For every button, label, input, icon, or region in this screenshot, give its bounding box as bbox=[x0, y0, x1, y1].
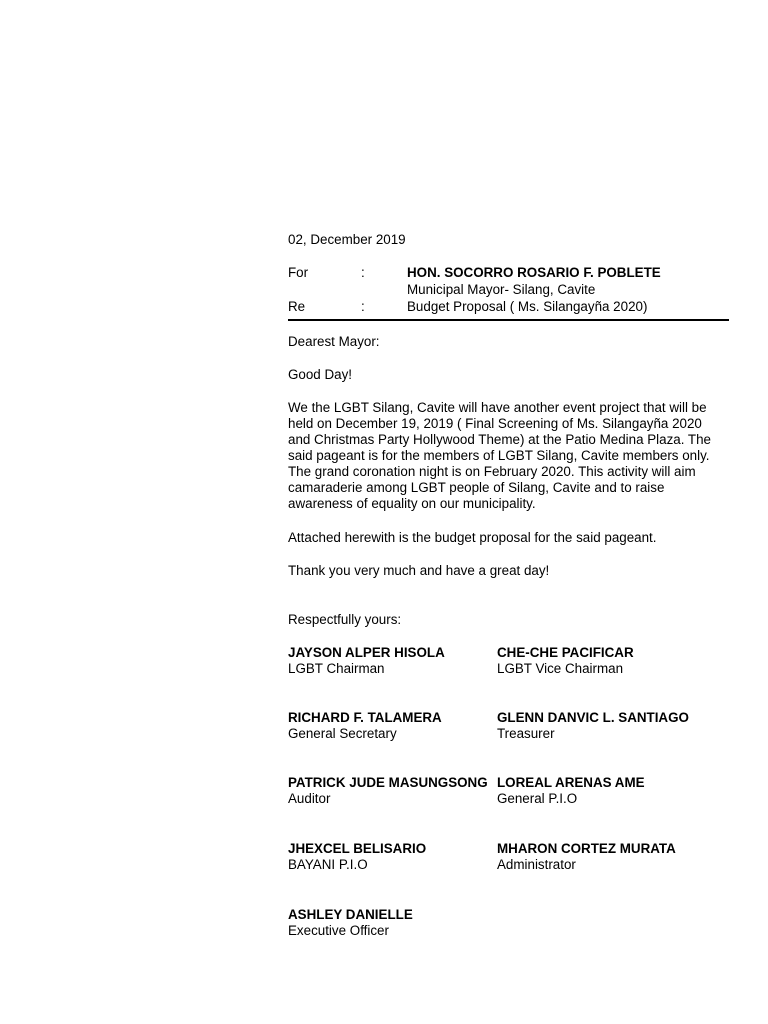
signatory-name: JHEXCEL BELISARIO bbox=[288, 841, 427, 856]
body-paragraph bbox=[288, 400, 748, 512]
recipient-title: Municipal Mayor- Silang, Cavite bbox=[407, 282, 596, 297]
signatory-role: Administrator bbox=[497, 857, 576, 872]
body-line: camaraderie among LGBT people of Silang, Cavite and to raise bbox=[288, 480, 665, 495]
signatory bbox=[288, 841, 426, 873]
for-row bbox=[288, 265, 729, 281]
signatory-role: LGBT Vice Chairman bbox=[497, 661, 624, 676]
signatory-name: JAYSON ALPER HISOLA bbox=[288, 645, 445, 660]
signatory-role: Auditor bbox=[288, 791, 331, 806]
for-label: For bbox=[288, 265, 309, 280]
signatory bbox=[288, 645, 445, 677]
closing: Respectfully yours: bbox=[288, 612, 402, 627]
signatory-name: CHE-CHE PACIFICAR bbox=[497, 645, 634, 660]
signatory-role: General P.I.O bbox=[497, 791, 578, 806]
signatory-row bbox=[288, 710, 729, 744]
signatory bbox=[288, 775, 488, 807]
signatory-name: ASHLEY DANIELLE bbox=[288, 907, 413, 922]
signatory-row bbox=[288, 645, 729, 679]
body-line: said pageant is for the members of LGBT Silang, Cavite members only. bbox=[288, 448, 710, 463]
signatory-role: Treasurer bbox=[497, 726, 555, 741]
signatory-role: Executive Officer bbox=[288, 923, 389, 938]
signatory bbox=[497, 775, 645, 807]
body-line: held on December 19, 2019 ( Final Screening of Ms. Silangayña 2020 bbox=[288, 416, 702, 431]
body-line: and Christmas Party Hollywood Theme) at the Patio Medina Plaza. The bbox=[288, 432, 712, 447]
signatory-row bbox=[288, 775, 729, 809]
thanks-line: Thank you very much and have a great day! bbox=[288, 563, 550, 578]
signatory-name: GLENN DANVIC L. SANTIAGO bbox=[497, 710, 689, 725]
signatory bbox=[497, 710, 689, 742]
recipient-name: HON. SOCORRO ROSARIO F. POBLETE bbox=[407, 265, 661, 280]
body-line: We the LGBT Silang, Cavite will have another event project that will be bbox=[288, 400, 707, 415]
signatory-row bbox=[288, 907, 729, 941]
salutation: Dearest Mayor: bbox=[288, 334, 380, 349]
signatory-name: MHARON CORTEZ MURATA bbox=[497, 841, 676, 856]
letter-date: 02, December 2019 bbox=[288, 232, 406, 247]
signatory bbox=[497, 841, 676, 873]
signatory bbox=[288, 907, 413, 939]
signatory-role: BAYANI P.I.O bbox=[288, 857, 368, 872]
signatory-role: General Secretary bbox=[288, 726, 397, 741]
re-row bbox=[288, 299, 729, 315]
signatory-name: LOREAL ARENAS AME bbox=[497, 775, 645, 790]
body-line: The grand coronation night is on February 2020. This activity will aim bbox=[288, 464, 696, 479]
recipient-title-row bbox=[288, 282, 729, 298]
signatory-name: PATRICK JUDE MASUNGSONG bbox=[288, 775, 488, 790]
letter-page bbox=[288, 232, 729, 321]
signatory-role: LGBT Chairman bbox=[288, 661, 385, 676]
signatory bbox=[497, 645, 634, 677]
attachment-note: Attached herewith is the budget proposal for the said pageant. bbox=[288, 530, 657, 545]
re-colon: : bbox=[361, 299, 365, 314]
signatory-name: RICHARD F. TALAMERA bbox=[288, 710, 442, 725]
letter-header bbox=[288, 265, 729, 321]
greeting: Good Day! bbox=[288, 367, 353, 382]
signatory-row bbox=[288, 841, 729, 875]
re-label: Re bbox=[288, 299, 306, 314]
body-line: awareness of equality on our municipality. bbox=[288, 496, 536, 511]
signatory bbox=[288, 710, 442, 742]
for-colon: : bbox=[361, 265, 365, 280]
subject: Budget Proposal ( Ms. Silangayña 2020) bbox=[407, 299, 648, 314]
